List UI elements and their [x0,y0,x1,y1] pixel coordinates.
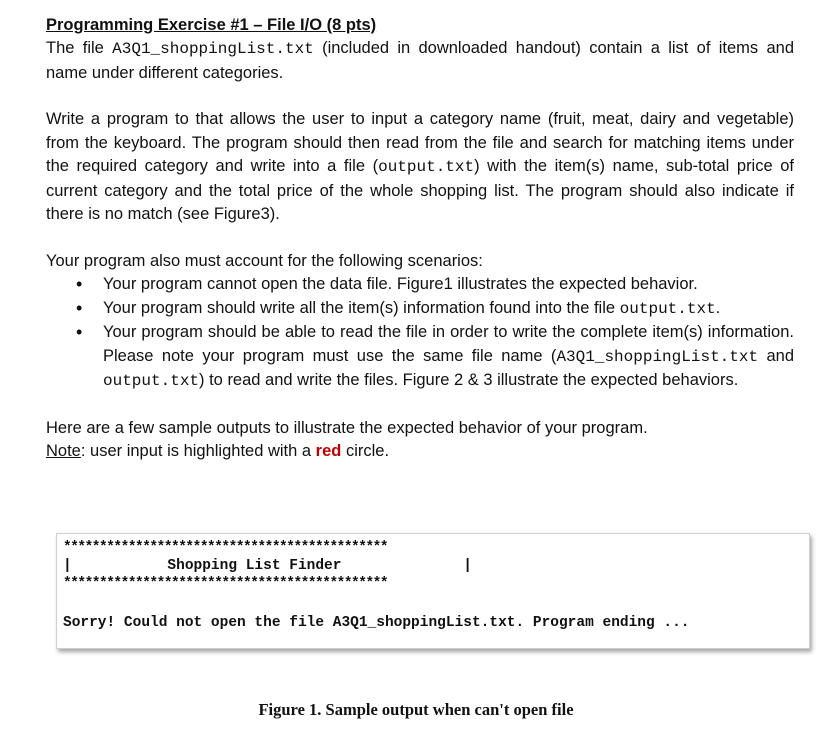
task-output-filename: output.txt [378,158,475,176]
scenario-2-text-2: . [715,298,721,317]
scenario-2-text-1: Your program should write all the item(s) information found into the file [103,298,620,317]
intro-text-2: (included in downloaded handout) contain a list of items and name under different categories. [46,39,794,82]
scenario-3-text-3: ) to read and write the files. Figure 2 & 3 illustrate the expected behaviors. [199,371,739,389]
task-text-2: ) with the item(s) name, sub-total price of current category and the total price of the whole shopping list. The program should also indicate if there is no match (see Figure3). [46,157,794,223]
note-text-2: circle. [341,442,390,460]
console-error-message: Sorry! Could not open the file A3Q1_shoppingList.txt. Program ending ... [63,615,690,631]
scenario-1-text: Your program cannot open the data file. Figure1 illustrates the expected behavior. [103,275,698,293]
note-label: Note [46,442,81,460]
scenario-list [46,273,794,394]
scenario-item-2 [103,297,794,322]
intro-text-1: The file [46,39,113,57]
console-title-line: | Shopping List Finder | [63,558,472,574]
note-text-1: : user input is highlighted with a [80,442,316,460]
document-body [46,14,794,464]
scenario-item-1 [103,273,794,297]
scenarios-intro: Your program also must account for the following scenarios: [46,251,483,270]
console-stars-bottom: ********************************************* [63,576,388,592]
note-red-word: red [315,442,342,460]
figure-caption: Figure 1. Sample output when can't open file [258,700,574,719]
scenario-3-text-1: Your program should be able to read the file in order to write the complete item(s) information. Please note your program must use the same file name ( [103,323,794,365]
intro-paragraph [46,37,794,85]
intro-filename: A3Q1_shoppingList.txt [112,40,314,58]
scenario-2-filename: output.txt [619,299,716,318]
scenario-3-input-filename: A3Q1_shoppingList.txt [556,347,759,366]
scenario-3-text-2: and [758,346,794,365]
sample-intro: Here are a few sample outputs to illustrate the expected behavior of your program. [46,418,648,437]
scenario-3-output-filename: output.txt [103,372,200,390]
scenario-item-3 [103,321,794,394]
exercise-heading: Programming Exercise #1 – File I/O (8 pts) [46,16,377,34]
task-paragraph [46,108,794,227]
console-stars-top: ********************************************* [63,540,388,556]
console-output-figure [56,533,810,649]
note-line [46,440,794,464]
task-text-1: Write a program to that allows the user to input a category name (fruit, meat, dairy and vegetable) from the keyboard. The program should then read from the file and search for matching items under the required category and write into a file ( [46,110,794,175]
